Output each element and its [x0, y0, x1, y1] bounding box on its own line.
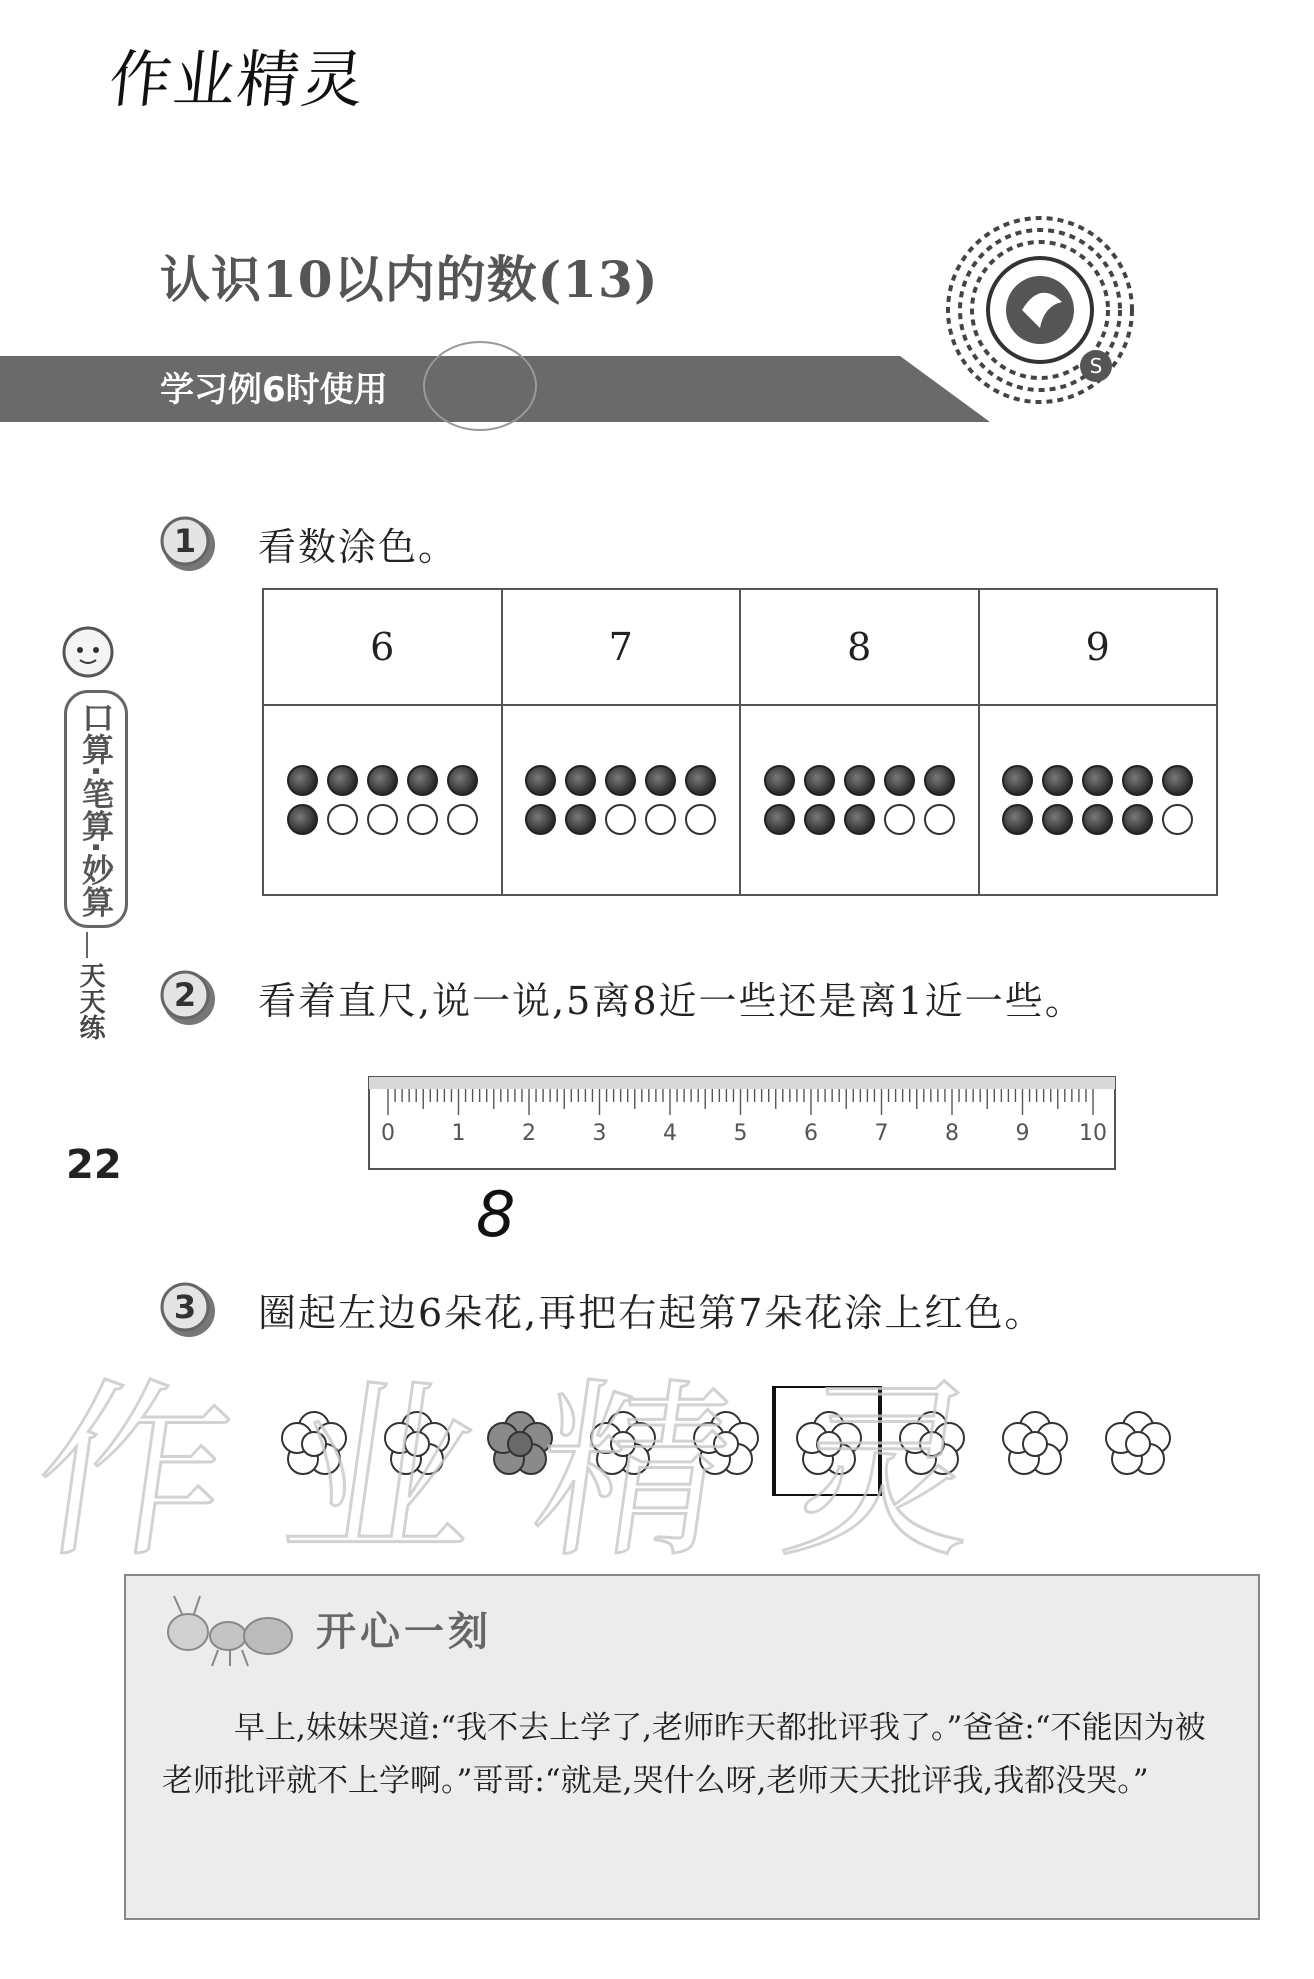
filled-circle[interactable]	[764, 765, 795, 796]
filled-circle[interactable]	[407, 765, 438, 796]
dot-cell[interactable]	[979, 705, 1218, 895]
ruler-label: 5	[733, 1121, 748, 1146]
table-header-cell: 9	[979, 589, 1218, 705]
filled-circle[interactable]	[1002, 765, 1033, 796]
question-2-prompt: 看着直尺,说一说,5离8近一些还是离1近一些。	[258, 979, 1085, 1023]
flower[interactable]	[797, 1412, 861, 1474]
filled-circle[interactable]	[1162, 765, 1193, 796]
table-header-cell: 6	[263, 589, 502, 705]
filled-circle[interactable]	[1042, 765, 1073, 796]
handwritten-answer: 8	[476, 1178, 516, 1251]
filled-circle[interactable]	[1042, 804, 1073, 835]
flower[interactable]	[1106, 1412, 1170, 1474]
flower[interactable]	[591, 1412, 655, 1474]
stamp-seal	[420, 336, 540, 436]
question-3-badge	[160, 1282, 218, 1340]
page-number: 22	[66, 1142, 122, 1188]
ruler-label: 1	[451, 1121, 466, 1146]
banner-label: 学习例6时使用	[160, 370, 388, 410]
dot-row	[981, 765, 1216, 796]
ruler-label: 10	[1079, 1121, 1107, 1146]
filled-circle[interactable]	[287, 765, 318, 796]
filled-circle[interactable]	[844, 765, 875, 796]
fun-moment-text: 早上,妹妹哭道:“我不去上学了,老师昨天都批评我了。”爸爸:“不能因为被老师批评就不上学啊。”哥哥:“就是,哭什么呀,老师天天批评我,我都没哭。”	[162, 1710, 1206, 1799]
filled-circle[interactable]	[1082, 804, 1113, 835]
dot-row	[265, 804, 500, 835]
empty-circle[interactable]	[685, 804, 716, 835]
ruler-label: 7	[874, 1121, 889, 1146]
svg-text:3: 3	[173, 1288, 197, 1326]
filled-circle[interactable]	[1122, 804, 1153, 835]
ruler-label: 6	[804, 1121, 818, 1146]
question-3-prompt: 圈起左边6朵花,再把右起第7朵花涂上红色。	[258, 1291, 1045, 1335]
dot-row	[742, 765, 977, 796]
flower[interactable]	[282, 1412, 346, 1474]
color-count-table	[262, 588, 1218, 896]
filled-circle[interactable]	[525, 804, 556, 835]
empty-circle[interactable]	[645, 804, 676, 835]
filled-circle[interactable]	[804, 765, 835, 796]
dot-row	[504, 804, 739, 835]
ruler-label: 9	[1015, 1121, 1030, 1146]
empty-circle[interactable]	[924, 804, 955, 835]
ruler	[368, 1076, 1116, 1170]
table-header-cell: 7	[502, 589, 741, 705]
question-1-badge	[160, 516, 218, 574]
filled-circle[interactable]	[884, 765, 915, 796]
flower[interactable]	[385, 1412, 449, 1474]
filled-circle[interactable]	[1082, 765, 1113, 796]
filled-circle[interactable]	[844, 804, 875, 835]
filled-circle[interactable]	[685, 765, 716, 796]
flower[interactable]	[488, 1412, 552, 1474]
empty-circle[interactable]	[884, 804, 915, 835]
filled-circle[interactable]	[525, 765, 556, 796]
svg-text:S: S	[1089, 354, 1103, 378]
filled-circle[interactable]	[605, 765, 636, 796]
ruler-label: 3	[592, 1121, 607, 1146]
filled-circle[interactable]	[1002, 804, 1033, 835]
table-header-cell: 8	[740, 589, 979, 705]
empty-circle[interactable]	[367, 804, 398, 835]
dot-row	[742, 804, 977, 835]
dot-cell[interactable]	[502, 705, 741, 895]
sidebar-label: 口算·笔算·妙算	[64, 690, 128, 928]
lesson-title: 认识10以内的数(13)	[160, 250, 659, 309]
ant-icon	[158, 1592, 308, 1672]
filled-circle[interactable]	[287, 804, 318, 835]
ruler-label: 0	[381, 1121, 395, 1146]
question-1-prompt: 看数涂色。	[258, 525, 459, 569]
flower[interactable]	[694, 1412, 758, 1474]
sidebar	[58, 620, 118, 1040]
question-2-badge	[160, 970, 218, 1028]
empty-circle[interactable]	[1162, 804, 1193, 835]
empty-circle[interactable]	[447, 804, 478, 835]
filled-circle[interactable]	[565, 765, 596, 796]
flower[interactable]	[900, 1412, 964, 1474]
brand-handwriting: 作业精灵	[105, 43, 370, 116]
empty-circle[interactable]	[327, 804, 358, 835]
filled-circle[interactable]	[367, 765, 398, 796]
filled-circle[interactable]	[924, 765, 955, 796]
flower-row	[262, 1386, 1202, 1496]
ruler-label: 2	[522, 1121, 536, 1146]
dot-cell[interactable]	[740, 705, 979, 895]
filled-circle[interactable]	[1122, 765, 1153, 796]
filled-circle[interactable]	[764, 804, 795, 835]
flowers	[282, 1412, 1170, 1474]
sidebar-divider	[86, 932, 88, 958]
ruler-label: 4	[663, 1121, 677, 1146]
filled-circle[interactable]	[447, 765, 478, 796]
svg-text:2: 2	[173, 976, 197, 1014]
filled-circle[interactable]	[804, 804, 835, 835]
svg-text:1: 1	[173, 522, 197, 560]
dot-row	[981, 804, 1216, 835]
dot-cell[interactable]	[263, 705, 502, 895]
flower[interactable]	[1003, 1412, 1067, 1474]
kid-face-icon	[58, 620, 118, 680]
dot-row	[265, 765, 500, 796]
filled-circle[interactable]	[565, 804, 596, 835]
fun-moment-title: 开心一刻	[316, 1609, 492, 1655]
dot-row	[504, 765, 739, 796]
filled-circle[interactable]	[645, 765, 676, 796]
sidebar-sub: 天天练	[75, 962, 105, 1041]
filled-circle[interactable]	[327, 765, 358, 796]
empty-circle[interactable]	[605, 804, 636, 835]
empty-circle[interactable]	[407, 804, 438, 835]
ruler-label: 8	[945, 1121, 959, 1146]
